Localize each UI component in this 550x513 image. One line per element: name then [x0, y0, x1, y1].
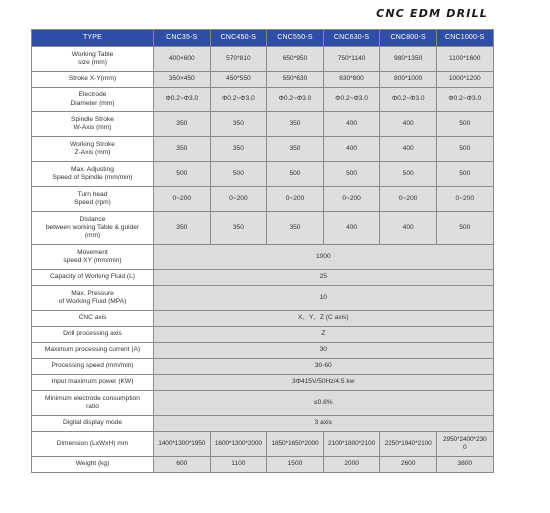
value-cell: 400	[380, 212, 437, 245]
row-label: Input maximum power (KW)	[32, 375, 154, 391]
row-label: Working Stroke Z-Axis (mm)	[32, 137, 154, 162]
value-cell: 750*1140	[323, 47, 380, 72]
value-cell: 2100*1800*2100	[323, 432, 380, 457]
row-label: Max. Adjusting Speed of Spindle (mm/min)	[32, 162, 154, 187]
value-cell: 2000	[323, 457, 380, 473]
value-cell: 0~200	[154, 187, 211, 212]
merged-value-cell: 30-60	[154, 359, 494, 375]
column-header: CNC630-S	[323, 30, 380, 47]
row-label: Working Table size (mm)	[32, 47, 154, 72]
column-header: TYPE	[32, 30, 154, 47]
merged-value-cell: ≤0.8%	[154, 391, 494, 416]
value-cell: 500	[154, 162, 211, 187]
table-row	[32, 212, 494, 245]
value-cell: Φ0.2~Φ3.0	[323, 88, 380, 112]
table-row	[32, 137, 494, 162]
value-cell: 0~200	[267, 187, 324, 212]
table-row	[32, 375, 494, 391]
table-row	[32, 286, 494, 311]
table-row	[32, 359, 494, 375]
value-cell: Φ0.2~Φ3.0	[380, 88, 437, 112]
value-cell: 2250*1940*2100	[380, 432, 437, 457]
table-row	[32, 88, 494, 112]
value-cell: 400	[323, 112, 380, 137]
column-header: CNC800-S	[380, 30, 437, 47]
value-cell: 350×450	[154, 72, 211, 88]
spec-table	[31, 29, 494, 473]
value-cell: 2600	[380, 457, 437, 473]
row-label: Electrode Diameter (mm)	[32, 88, 154, 112]
row-label: Capacity of Working Fluid (L)	[32, 270, 154, 286]
header-row	[32, 30, 494, 47]
value-cell: 1100	[210, 457, 267, 473]
merged-value-cell: X、Y、Z (C axis)	[154, 311, 494, 327]
spec-table-body	[32, 47, 494, 473]
row-label: Movement speed XY (mm/min)	[32, 245, 154, 270]
row-label: Digital display mode	[32, 416, 154, 432]
table-row	[32, 432, 494, 457]
table-row	[32, 245, 494, 270]
value-cell: 450*550	[210, 72, 267, 88]
row-label: Turn head Speed (rpm)	[32, 187, 154, 212]
column-header: CNC550-S	[267, 30, 324, 47]
row-label: Processing speed (mm/min)	[32, 359, 154, 375]
table-row	[32, 187, 494, 212]
value-cell: 1850*1650*2000	[267, 432, 324, 457]
value-cell: 1500	[267, 457, 324, 473]
table-row	[32, 391, 494, 416]
value-cell: 350	[267, 112, 324, 137]
merged-value-cell: 10	[154, 286, 494, 311]
column-header: CNC1000-S	[436, 30, 493, 47]
table-row	[32, 327, 494, 343]
value-cell: 980*1350	[380, 47, 437, 72]
value-cell: 2950*2400*230 0	[436, 432, 493, 457]
table-row	[32, 112, 494, 137]
value-cell: 500	[436, 137, 493, 162]
table-row	[32, 416, 494, 432]
value-cell: 630*800	[323, 72, 380, 88]
value-cell: 500	[436, 212, 493, 245]
value-cell: 500	[436, 112, 493, 137]
value-cell: 500	[323, 162, 380, 187]
row-label: Spindle Stroke W-Axis (mm)	[32, 112, 154, 137]
row-label: CNC axis	[32, 311, 154, 327]
value-cell: 350	[267, 137, 324, 162]
table-row	[32, 343, 494, 359]
value-cell: 550*630	[267, 72, 324, 88]
value-cell: 350	[210, 112, 267, 137]
table-row	[32, 72, 494, 88]
row-label: Max. Pressure of Working Fluid (MPA)	[32, 286, 154, 311]
merged-value-cell: 1000	[154, 245, 494, 270]
value-cell: 500	[210, 162, 267, 187]
value-cell: 1100*1600	[436, 47, 493, 72]
value-cell: 0~200	[323, 187, 380, 212]
value-cell: 0~200	[380, 187, 437, 212]
value-cell: 400	[380, 112, 437, 137]
column-header: CNC35-S	[154, 30, 211, 47]
value-cell: Φ0.2~Φ3.0	[436, 88, 493, 112]
value-cell: 600	[154, 457, 211, 473]
value-cell: 1000*1200	[436, 72, 493, 88]
row-label: Drill processing axis	[32, 327, 154, 343]
value-cell: 350	[154, 112, 211, 137]
value-cell: 400	[323, 137, 380, 162]
merged-value-cell: 25	[154, 270, 494, 286]
table-row	[32, 457, 494, 473]
value-cell: 350	[210, 137, 267, 162]
row-label: Minimum electrode consumption ratio	[32, 391, 154, 416]
value-cell: 500	[436, 162, 493, 187]
row-label: Maximum processing current (A)	[32, 343, 154, 359]
table-row	[32, 270, 494, 286]
value-cell: 1400*1300*1950	[154, 432, 211, 457]
value-cell: Φ0.2~Φ3.0	[154, 88, 211, 112]
merged-value-cell: Z	[154, 327, 494, 343]
value-cell: 570*810	[210, 47, 267, 72]
value-cell: 650*950	[267, 47, 324, 72]
value-cell: 500	[267, 162, 324, 187]
value-cell: 3800	[436, 457, 493, 473]
value-cell: 400×600	[154, 47, 211, 72]
table-row	[32, 47, 494, 72]
value-cell: 0~200	[210, 187, 267, 212]
value-cell: 350	[267, 212, 324, 245]
table-row	[32, 162, 494, 187]
value-cell: 350	[154, 212, 211, 245]
column-header: CNC450-S	[210, 30, 267, 47]
table-row	[32, 311, 494, 327]
value-cell: 0~200	[436, 187, 493, 212]
row-label: Distance between working Table & guider (mm)	[32, 212, 154, 245]
value-cell: 400	[380, 137, 437, 162]
value-cell: Φ0.2~Φ3.0	[267, 88, 324, 112]
merged-value-cell: 30	[154, 343, 494, 359]
value-cell: 1600*1300*2000	[210, 432, 267, 457]
value-cell: 500	[380, 162, 437, 187]
document-title: CNC EDM DRILL	[376, 7, 488, 20]
value-cell: 800*1000	[380, 72, 437, 88]
row-label: Weight (kg)	[32, 457, 154, 473]
value-cell: 400	[323, 212, 380, 245]
row-label: Dimension (LxWxH) mm	[32, 432, 154, 457]
merged-value-cell: 3Φ415V/50Hz/4.5 kw	[154, 375, 494, 391]
row-label: Stroke X-Y(mm)	[32, 72, 154, 88]
value-cell: Φ0.2~Φ3.0	[210, 88, 267, 112]
merged-value-cell: 3 axis	[154, 416, 494, 432]
value-cell: 350	[210, 212, 267, 245]
value-cell: 350	[154, 137, 211, 162]
